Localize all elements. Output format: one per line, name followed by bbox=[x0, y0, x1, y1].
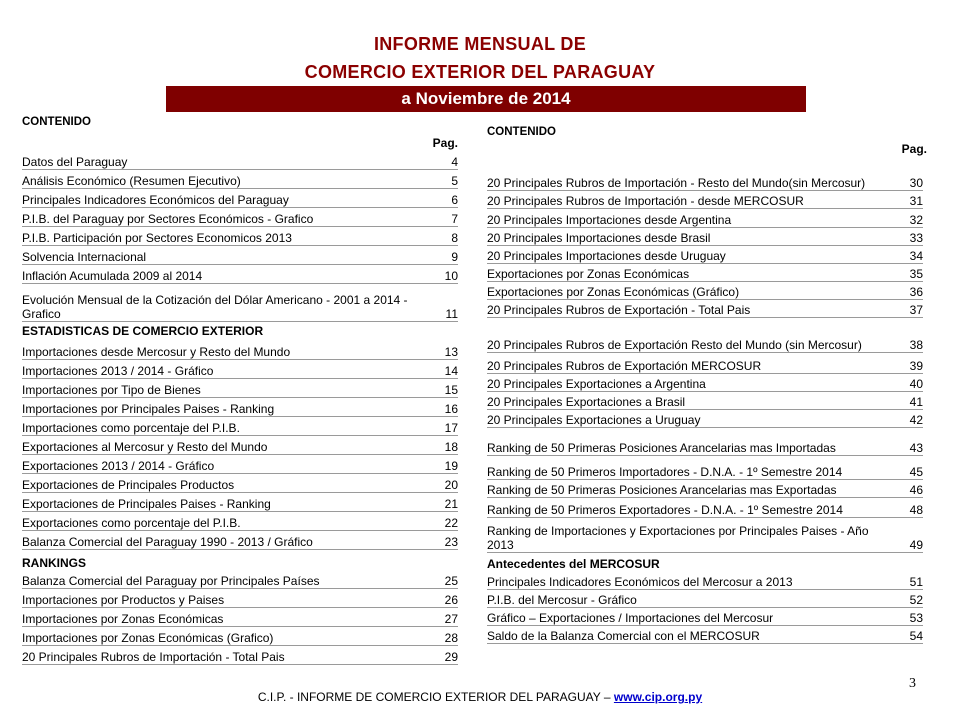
toc-entry-label: 20 Principales Exportaciones a Uruguay bbox=[487, 413, 701, 427]
toc-entry-page: 22 bbox=[444, 516, 458, 530]
toc-entry-page: 13 bbox=[444, 345, 458, 359]
toc-entry[interactable] bbox=[22, 268, 458, 284]
page-number: 3 bbox=[909, 676, 916, 691]
toc-entry-page: 54 bbox=[909, 629, 923, 643]
toc-entry-page: 34 bbox=[909, 249, 923, 263]
toc-entry-page: 30 bbox=[909, 176, 923, 190]
toc-entry[interactable] bbox=[22, 477, 458, 493]
toc-entry[interactable] bbox=[487, 248, 923, 264]
toc-entry-label: Análisis Económico (Resumen Ejecutivo) bbox=[22, 174, 241, 188]
toc-entry-label: 20 Principales Rubros de Exportación Resto del Mundo (sin Mercosur) bbox=[487, 338, 862, 352]
toc-entry-page: 7 bbox=[451, 212, 458, 226]
footer-text: C.I.P. - INFORME DE COMERCIO EXTERIOR DEL PARAGUAY – bbox=[257, 690, 614, 704]
toc-entry[interactable] bbox=[22, 649, 458, 665]
toc-entry-page: 37 bbox=[909, 303, 923, 317]
toc-entry-page: 45 bbox=[909, 465, 923, 479]
toc-entry[interactable] bbox=[22, 458, 458, 474]
toc-entry-label: Ranking de Importaciones y Exportaciones por Principales Paises - Año 2013 bbox=[487, 524, 869, 552]
toc-entry[interactable] bbox=[487, 266, 923, 282]
toc-entry-label: Balanza Comercial del Paraguay 1990 - 2013 / Gráfico bbox=[22, 535, 313, 549]
toc-entry-label: 20 Principales Importaciones desde Argentina bbox=[487, 213, 732, 227]
toc-entry-label: RANKINGS bbox=[22, 556, 87, 570]
toc-entry-page: 46 bbox=[909, 483, 923, 497]
toc-entry[interactable] bbox=[22, 230, 458, 246]
toc-entry-label: Importaciones por Productos y Paises bbox=[22, 593, 225, 607]
toc-entry-page: 15 bbox=[444, 383, 458, 397]
toc-entry-label: 20 Principales Rubros de Importación - Total Pais bbox=[22, 650, 285, 664]
toc-entry[interactable] bbox=[487, 574, 923, 590]
toc-entry-page: 23 bbox=[444, 535, 458, 549]
toc-entry[interactable] bbox=[22, 611, 458, 627]
toc-entry-page: 11 bbox=[445, 307, 458, 321]
toc-entry[interactable] bbox=[22, 515, 458, 531]
toc-entry-label: Ranking de 50 Primeras Posiciones Arancelarias mas Importadas bbox=[487, 441, 836, 455]
toc-entry-label: Ranking de 50 Primeras Posiciones Arancelarias mas Exportadas bbox=[487, 483, 837, 497]
toc-entry[interactable] bbox=[487, 358, 923, 374]
toc-entry-page: 28 bbox=[444, 631, 458, 645]
toc-entry[interactable] bbox=[22, 363, 458, 379]
toc-entry[interactable] bbox=[487, 502, 923, 518]
toc-entry-page: 48 bbox=[909, 503, 923, 517]
toc-left-column bbox=[22, 110, 464, 680]
toc-entry-label: 20 Principales Rubros de Exportación - Total Pais bbox=[487, 303, 751, 317]
toc-entry-label: Exportaciones de Principales Productos bbox=[22, 478, 235, 492]
toc-entry[interactable] bbox=[487, 376, 923, 392]
toc-entry-page: 16 bbox=[444, 402, 458, 416]
report-title-line1: INFORME MENSUAL DE bbox=[373, 34, 587, 54]
toc-entry-page: 20 bbox=[444, 478, 458, 492]
toc-entry[interactable] bbox=[22, 344, 458, 360]
toc-entry-label: Importaciones por Zonas Económicas (Grafico) bbox=[22, 631, 274, 645]
toc-entry-page: 31 bbox=[909, 194, 923, 208]
toc-entry[interactable] bbox=[22, 211, 458, 227]
toc-entry-label: Principales Indicadores Económicos del Mercosur a 2013 bbox=[487, 575, 793, 589]
toc-entry-page: 29 bbox=[444, 650, 458, 664]
toc-entry[interactable] bbox=[22, 192, 458, 208]
toc-entry[interactable] bbox=[22, 287, 458, 322]
toc-entry-label: 20 Principales Exportaciones a Brasil bbox=[487, 395, 686, 409]
toc-entry[interactable] bbox=[22, 173, 458, 189]
toc-entry[interactable] bbox=[487, 440, 923, 456]
toc-entry-label: ESTADISTICAS DE COMERCIO EXTERIOR bbox=[22, 324, 264, 338]
toc-entry[interactable] bbox=[487, 628, 923, 644]
toc-entry[interactable] bbox=[487, 394, 923, 410]
toc-entry-page: 5 bbox=[451, 174, 458, 188]
toc-entry-label: Importaciones desde Mercosur y Resto del Mundo bbox=[22, 345, 291, 359]
toc-entry[interactable] bbox=[487, 592, 923, 608]
toc-entry-label: Importaciones por Zonas Económicas bbox=[22, 612, 224, 626]
toc-entry-label: 20 Principales Importaciones desde Brasil bbox=[487, 231, 711, 245]
report-title-line2: COMERCIO EXTERIOR DEL PARAGUAY bbox=[304, 62, 656, 82]
date-banner: a Noviembre de 2014 bbox=[166, 86, 806, 112]
toc-entry[interactable] bbox=[487, 412, 923, 428]
toc-entry-page: 39 bbox=[909, 359, 923, 373]
toc-entry-label: Exportaciones por Zonas Económicas (Gráfico) bbox=[487, 285, 740, 299]
toc-entry-page: 21 bbox=[444, 497, 458, 511]
toc-entry[interactable] bbox=[487, 230, 923, 246]
toc-entry[interactable] bbox=[22, 154, 458, 170]
toc-entry-page: 43 bbox=[909, 441, 923, 455]
toc-entry-page: 33 bbox=[909, 231, 923, 245]
footer bbox=[0, 690, 960, 704]
toc-entry-page: 8 bbox=[451, 231, 458, 245]
toc-entry-page: 53 bbox=[909, 611, 923, 625]
toc-entry[interactable] bbox=[487, 320, 923, 353]
toc-entry-page: 10 bbox=[444, 269, 458, 283]
toc-entry[interactable] bbox=[22, 534, 458, 550]
toc-entry-label: Exportaciones 2013 / 2014 - Gráfico bbox=[22, 459, 215, 473]
toc-entry-label: Solvencia Internacional bbox=[22, 250, 147, 264]
toc-entry-page: 51 bbox=[909, 575, 923, 589]
toc-entry[interactable] bbox=[487, 482, 923, 498]
toc-entry[interactable] bbox=[22, 592, 458, 608]
toc-entry[interactable] bbox=[22, 630, 458, 646]
toc-entry-page: 19 bbox=[444, 459, 458, 473]
toc-entry[interactable] bbox=[22, 439, 458, 455]
page-column-label: Pag. bbox=[901, 142, 927, 156]
toc-entry-page: 14 bbox=[444, 364, 458, 378]
toc-entry-page: 25 bbox=[444, 574, 458, 588]
toc-entry-label: Exportaciones al Mercosur y Resto del Mundo bbox=[22, 440, 268, 454]
page-column-label: Pag. bbox=[432, 136, 458, 150]
toc-section-heading bbox=[22, 555, 458, 570]
toc-entry[interactable] bbox=[22, 401, 458, 417]
toc-entry[interactable] bbox=[22, 573, 458, 589]
toc-entry-label: Exportaciones como porcentaje del P.I.B. bbox=[22, 516, 241, 530]
toc-entry-label: Exportaciones de Principales Paises - Ranking bbox=[22, 497, 271, 511]
toc-entry-page: 4 bbox=[451, 155, 458, 169]
toc-entry-label: Gráfico – Exportaciones / Importaciones del Mercosur bbox=[487, 611, 774, 625]
toc-entry-page: 9 bbox=[451, 250, 458, 264]
toc-entry[interactable] bbox=[487, 302, 923, 318]
toc-entry-page: 26 bbox=[444, 593, 458, 607]
toc-entry-label: 20 Principales Importaciones desde Uruguay bbox=[487, 249, 726, 263]
toc-entry-label: 20 Principales Rubros de Exportación MERCOSUR bbox=[487, 359, 762, 373]
toc-entry[interactable] bbox=[22, 382, 458, 398]
toc-entry-label: Importaciones por Principales Paises - Ranking bbox=[22, 402, 275, 416]
toc-heading: CONTENIDO bbox=[22, 116, 91, 128]
toc-entry-label: P.I.B. del Paraguay por Sectores Económicos - Grafico bbox=[22, 212, 314, 226]
toc-entry-label: Importaciones por Tipo de Bienes bbox=[22, 383, 201, 397]
toc-entry-page: 35 bbox=[909, 267, 923, 281]
toc-entry-label: Exportaciones por Zonas Económicas bbox=[487, 267, 690, 281]
toc-entry-label: Ranking de 50 Primeros Exportadores - D.N.A. - 1º Semestre 2014 bbox=[487, 503, 843, 517]
toc-entry-label: Antecedentes del MERCOSUR bbox=[487, 557, 660, 571]
toc-entry-label: Datos del Paraguay bbox=[22, 155, 128, 169]
toc-entry-page: 17 bbox=[444, 421, 458, 435]
toc-entry[interactable] bbox=[487, 284, 923, 300]
toc-entry[interactable] bbox=[487, 520, 923, 553]
toc-entry-page: 6 bbox=[451, 193, 458, 207]
toc-entry[interactable] bbox=[22, 420, 458, 436]
toc-entry[interactable] bbox=[22, 249, 458, 265]
toc-entry-page: 32 bbox=[909, 213, 923, 227]
toc-entry-page: 41 bbox=[909, 395, 923, 409]
toc-section-heading bbox=[487, 556, 923, 571]
toc-entry[interactable] bbox=[487, 610, 923, 626]
toc-heading: CONTENIDO bbox=[487, 126, 556, 138]
toc-entry-page: 40 bbox=[909, 377, 923, 391]
toc-entry-label: Importaciones como porcentaje del P.I.B. bbox=[22, 421, 240, 435]
toc-entry[interactable] bbox=[487, 160, 923, 191]
toc-entry-label: Ranking de 50 Primeros Importadores - D.N.A. - 1º Semestre 2014 bbox=[487, 465, 843, 479]
toc-entry[interactable] bbox=[487, 193, 923, 209]
toc-entry[interactable] bbox=[487, 464, 923, 480]
toc-entry-label: Saldo de la Balanza Comercial con el MERCOSUR bbox=[487, 629, 760, 643]
toc-entry-page: 42 bbox=[909, 413, 923, 427]
toc-entry-label: 20 Principales Rubros de Importación - desde MERCOSUR bbox=[487, 194, 804, 208]
toc-entry-page: 49 bbox=[909, 538, 923, 552]
toc-right-column bbox=[487, 122, 927, 652]
toc-entry-page: 36 bbox=[909, 285, 923, 299]
toc-entry-label: Importaciones 2013 / 2014 - Gráfico bbox=[22, 364, 214, 378]
toc-entry-label: 20 Principales Rubros de Importación - Resto del Mundo(sin Mercosur) bbox=[487, 176, 866, 190]
toc-entry-label: P.I.B. Participación por Sectores Economicos 2013 bbox=[22, 231, 292, 245]
toc-entry-label: Inflación Acumulada 2009 al 2014 bbox=[22, 269, 203, 283]
toc-entry[interactable] bbox=[22, 496, 458, 512]
toc-entry-label: P.I.B. del Mercosur - Gráfico bbox=[487, 593, 637, 607]
toc-entry-label: 20 Principales Exportaciones a Argentina bbox=[487, 377, 706, 391]
footer-link[interactable]: www.cip.org.py bbox=[613, 690, 703, 704]
toc-entry-label: Evolución Mensual de la Cotización del Dólar Americano - 2001 a 2014 - Grafico bbox=[22, 293, 408, 321]
toc-section-heading bbox=[22, 323, 458, 338]
toc-entry-label: Principales Indicadores Económicos del Paraguay bbox=[22, 193, 289, 207]
toc-entry-page: 52 bbox=[909, 593, 923, 607]
toc-entry-label: Balanza Comercial del Paraguay por Principales Países bbox=[22, 574, 320, 588]
toc-entry-page: 27 bbox=[444, 612, 458, 626]
toc-entry-page: 18 bbox=[444, 440, 458, 454]
toc-entry[interactable] bbox=[487, 212, 923, 228]
toc-entry-page: 38 bbox=[909, 338, 923, 352]
